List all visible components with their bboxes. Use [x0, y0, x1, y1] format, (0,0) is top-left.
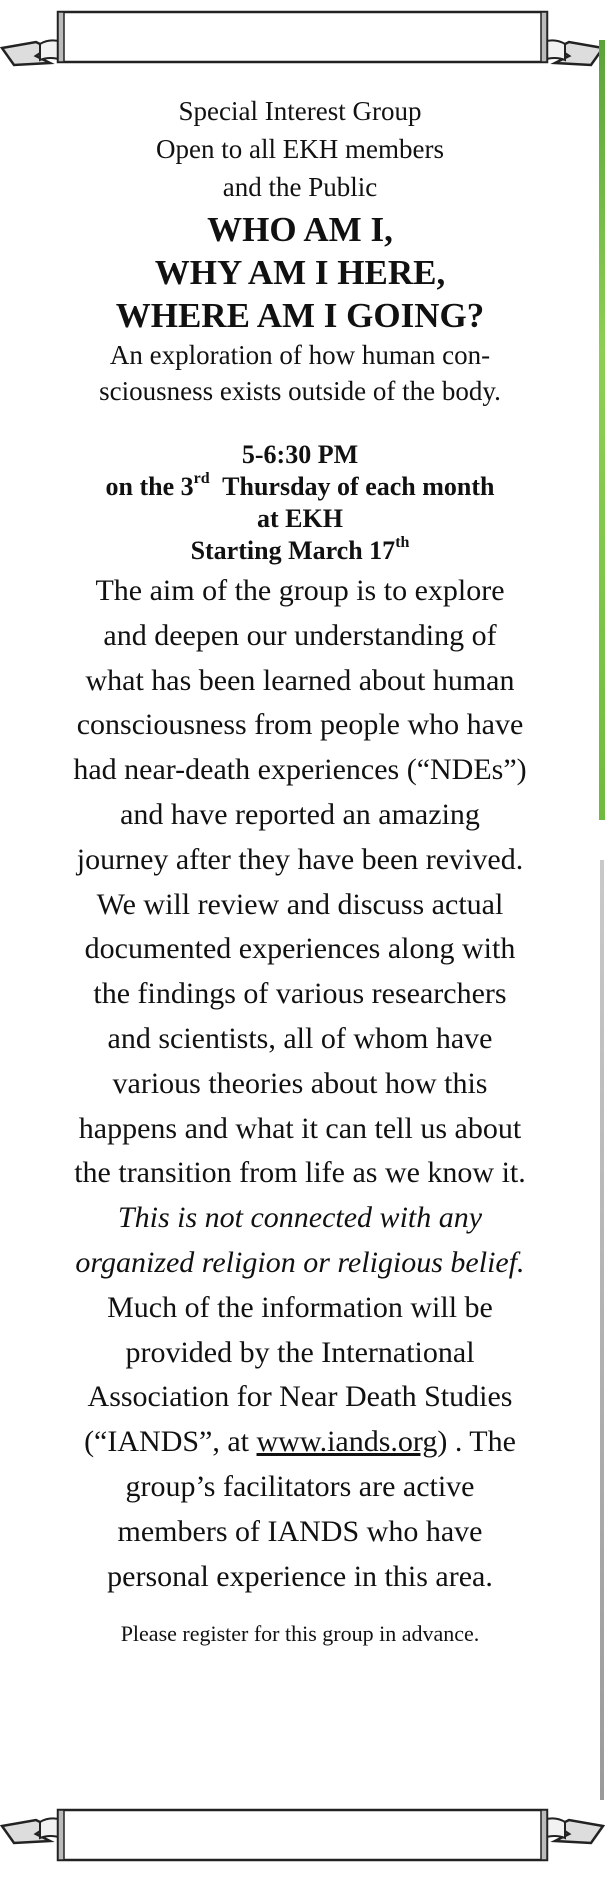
top-scroll-banner: [0, 8, 605, 68]
disclaimer-line: This is not connected with any: [117, 1201, 483, 1235]
body-line: various theories about how this: [112, 1066, 488, 1100]
body-line: the findings of various researchers: [93, 977, 507, 1011]
gray-edge-bar: [600, 860, 604, 1800]
body-line: what has been learned about human: [85, 663, 515, 697]
header-line: and the Public: [222, 172, 378, 202]
body-line: personal experience in this area.: [107, 1559, 493, 1593]
title-line: WHY AM I HERE,: [154, 253, 446, 292]
iands-link[interactable]: www.iands.org: [256, 1425, 438, 1459]
body-line: We will review and discuss actual: [96, 887, 504, 921]
schedule-location: at EKH: [257, 504, 343, 533]
body-line: and scientists, all of whom have: [107, 1021, 493, 1055]
ordinal-suffix: rd: [193, 470, 210, 487]
body-line: journey after they have been revived.: [76, 842, 524, 876]
body-line: and have reported an amazing: [120, 797, 480, 831]
flyer-title: [40, 208, 560, 337]
ordinal-suffix: th: [395, 534, 410, 551]
header-line: Special Interest Group: [178, 96, 422, 126]
title-line: WHO AM I,: [207, 210, 393, 249]
iands-prefix: (“IANDS”, at: [84, 1425, 257, 1459]
right-edge-strip: [598, 0, 605, 1881]
schedule-day-rest: Thursday of each month: [222, 472, 495, 501]
body-line: the transition from life as we know it.: [74, 1156, 526, 1190]
body-line: and deepen our understanding of: [103, 618, 497, 652]
body-line: documented experiences along with: [84, 932, 516, 966]
flyer-content: [40, 92, 560, 1649]
body-line: consciousness from people who have: [76, 708, 524, 742]
disclaimer-line: organized religion or religious belief.: [75, 1245, 525, 1279]
schedule-start: [40, 535, 560, 567]
body-line: Much of the information will be: [107, 1290, 493, 1324]
flyer-body: [40, 569, 560, 1599]
body-line: The aim of the group is to explore: [95, 574, 505, 607]
iands-suffix: ) . The: [437, 1425, 516, 1459]
title-line: WHERE AM I GOING?: [115, 296, 485, 335]
subtitle-line: sciousness exists outside of the body.: [99, 376, 501, 406]
body-line: group’s facilitators are active: [125, 1469, 475, 1503]
schedule-day: [40, 471, 560, 503]
header-line: Open to all EKH members: [156, 134, 444, 164]
schedule-day-prefix: on the 3: [105, 472, 194, 501]
flyer-subtitle: [40, 337, 560, 409]
schedule-block: [40, 439, 560, 567]
iands-line: [40, 1420, 560, 1465]
body-line: Association for Near Death Studies: [87, 1380, 513, 1414]
green-edge-bar: [599, 40, 605, 820]
schedule-start-prefix: Starting March 17: [190, 536, 396, 565]
body-line: had near-death experiences (“NDEs”): [73, 753, 527, 787]
body-line: happens and what it can tell us about: [78, 1111, 522, 1145]
register-note: Please register for this group in advance.: [120, 1621, 480, 1647]
schedule-time: 5-6:30 PM: [241, 440, 359, 469]
body-line: provided by the International: [125, 1335, 475, 1369]
subtitle-line: An exploration of how human con-: [109, 340, 491, 370]
bottom-scroll-banner: [0, 1806, 605, 1866]
body-line: members of IANDS who have: [117, 1514, 483, 1548]
